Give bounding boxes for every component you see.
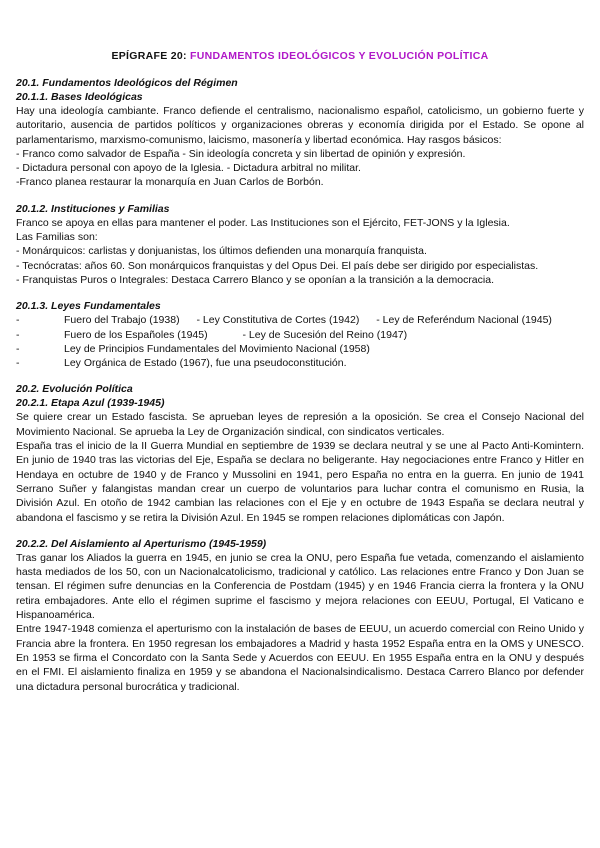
- list-item: [16, 356, 584, 370]
- list-dash: -: [16, 328, 20, 341]
- instituciones-line: - Franquistas Puros o Integrales: Destaca Carrero Blanco y se oponían a la transición a la democracia.: [16, 273, 494, 286]
- section-heading-20-1: 20.1. Fundamentos Ideológicos del Régimen: [16, 77, 238, 89]
- law-item: - Ley de Sucesión del Reino (1947): [242, 328, 408, 341]
- list-item: [16, 328, 584, 342]
- law-item: Fuero de los Españoles (1945): [64, 328, 208, 341]
- instituciones-line: Franco se apoya en ellas para mantener el poder. Las Instituciones son el Ejército, FET-JONS y la Iglesia.: [16, 216, 510, 229]
- aislamiento-paragraph: Tras ganar los Aliados la guerra en 1945, en junio se crea la ONU, pero España fue vetada, comenzando el aislamiento hasta mediados de los 50, con un Nacionalcatolicismo, tradicional y católico. Las relaciones entre Franco y Don Juan se tensan. El régimen sufre denuncias en la Conferencia de Postdam (1945) y en 1946 Francia cierra la frontera y la ONU retira embajadores. Ante ello el régimen suprime el fascismo y mejora relaciones con EEUU, Portugal, El Vaticano e Hispanoamérica.: [16, 551, 584, 622]
- law-item: - Ley de Referéndum Nacional (1945): [376, 314, 552, 327]
- subsection-heading-bases: 20.1.1. Bases Ideológicas: [16, 91, 143, 103]
- title-prefix: EPÍGRAFE 20:: [111, 50, 187, 62]
- list-dash: -: [16, 357, 20, 370]
- law-item: - Ley Constitutiva de Cortes (1942): [196, 314, 360, 327]
- section-heading-20-2: 20.2. Evolución Política: [16, 383, 133, 396]
- list-item: [16, 342, 584, 356]
- etapa-azul-paragraph: Se quiere crear un Estado fascista. Se aprueban leyes de represión a la oposición. Se crea el Consejo Nacional del Movimiento Nacional. Se aprueba la Ley de Organización sindical, con sindicatos verticales.: [16, 411, 584, 438]
- list-dash: -: [16, 342, 20, 355]
- list-item: [16, 313, 584, 327]
- instituciones-line: - Tecnócratas: años 60. Son monárquicos franquistas y del Opus Dei. El país debe ser dirigido por especialistas.: [16, 259, 539, 272]
- aislamiento-paragraph: Entre 1947-1948 comienza el aperturismo con la instalación de bases de EEUU, un acuerdo comercial con Reino Unido y Francia abre la frontera. En 1950 regresan los embajadores a Madrid y hasta 1952 España entra en la OMS y UNESCO. En 1953 se firma el Concordato con la Santa Sede y Acuerdos con EEUU. En 1955 España entra en la ONU y después en el FMI. El aislamiento finaliza en 1959 y se abandona el Nacionalsindicalismo. Destaca Carrero Blanco por defender una dictadura personal burocrática y tradicional.: [16, 623, 584, 693]
- subsection-heading-aislamiento: 20.2.2. Del Aislamiento al Aperturismo (1945-1959): [16, 537, 267, 550]
- law-item: Fuero del Trabajo (1938): [64, 314, 180, 327]
- bases-line: - Dictadura personal con apoyo de la Iglesia. - Dictadura arbitral no militar.: [16, 162, 361, 175]
- etapa-azul-paragraph: España tras el inicio de la II Guerra Mundial en septiembre de 1939 se declara neutral y se une al Pacto Anti-Komintern. En junio de 1940 tras las victorias del Eje, España se declara no beligerante. Hay negociaciones entre Franco y Hitler en Hendaya en octubre de 1940 y de Franco y Mussolini en 1941, pero España no entra en la guerra. En junio de 1941 Serrano Suñer y falangistas mandan crear un cuerpo de voluntarios para luchar contra el comunismo en Rusia, la División Azul. En otoño de 1942 cambian las relaciones con el Eje y en octubre de 1943 España se declara neutral y abandona el fascismo y se retira la División Azul. En 1945 se rompen relaciones diplomáticas con Japón.: [16, 440, 584, 524]
- page-title: [16, 50, 584, 62]
- subsection-heading-leyes: 20.1.3. Leyes Fundamentales: [16, 300, 161, 313]
- leyes-list: [16, 313, 584, 370]
- instituciones-line: - Monárquicos: carlistas y donjuanistas, los últimos defienden una monarquía franquista.: [16, 245, 427, 258]
- title-text: FUNDAMENTOS IDEOLÓGICOS Y EVOLUCIÓN POLÍTICA: [190, 50, 489, 62]
- bases-line: - Franco como salvador de España - Sin ideología concreta y sin libertad de opinión y expresión.: [16, 147, 466, 160]
- instituciones-line: Las Familias son:: [16, 231, 98, 244]
- subsection-heading-etapa-azul: 20.2.1. Etapa Azul (1939-1945): [16, 397, 165, 410]
- list-dash: -: [16, 314, 20, 327]
- bases-paragraph: Hay una ideología cambiante. Franco defiende el centralismo, nacionalismo español, catolicismo, un gobierno fuerte y autoritario, ausencia de partidos políticos y organizaciones obreras y economía dirigida por el Estado. Se opone al parlamentarismo, marxismo-comunismo, laicismo, masonería y libertad económica. Hay rasgos básicos:: [16, 105, 584, 146]
- subsection-heading-instituciones: 20.1.2. Instituciones y Familias: [16, 202, 170, 215]
- law-item: Ley de Principios Fundamentales del Movimiento Nacional (1958): [64, 342, 370, 355]
- law-item: Ley Orgánica de Estado (1967), fue una pseudoconstitución.: [64, 357, 347, 370]
- bases-line: -Franco planea restaurar la monarquía en Juan Carlos de Borbón.: [16, 176, 324, 189]
